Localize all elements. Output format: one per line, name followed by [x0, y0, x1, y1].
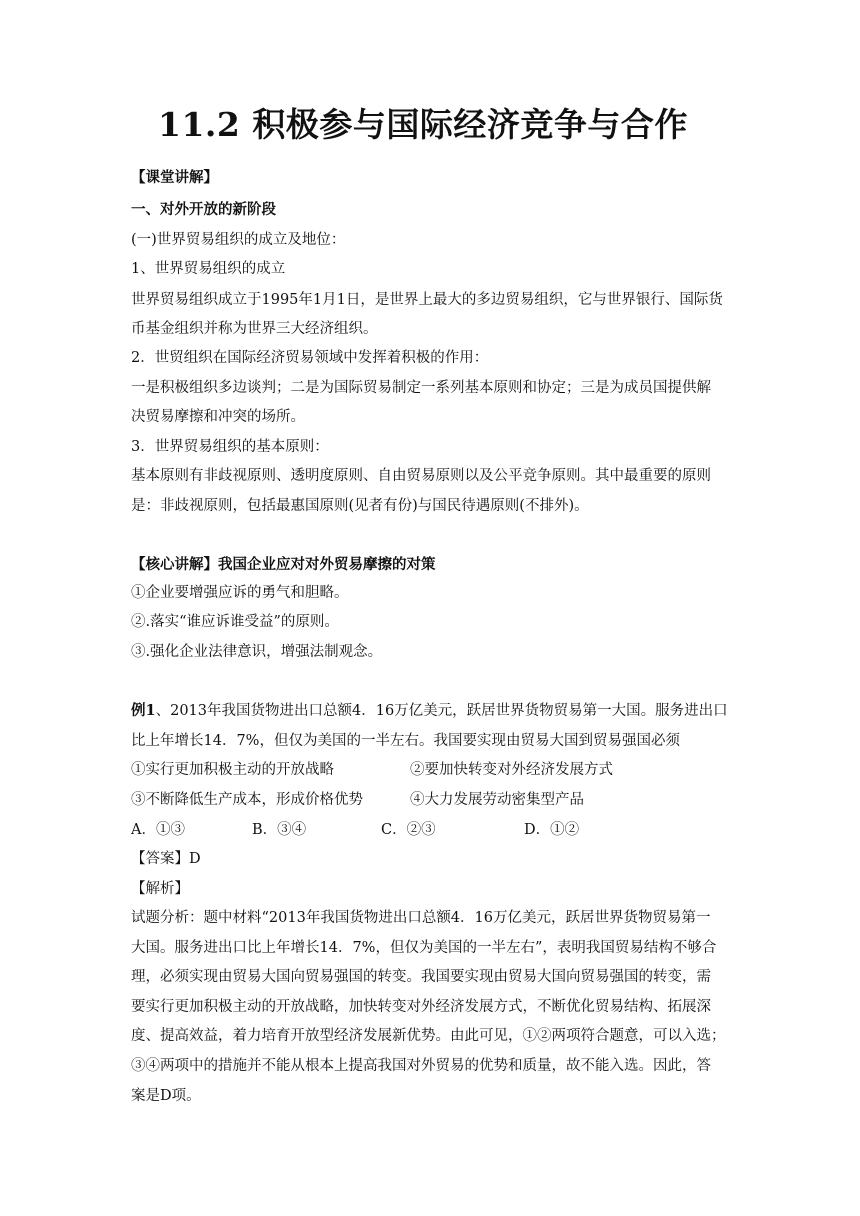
analysis-line: 要实行更加积极主动的开放战略，加快转变对外经济发展方式，不断优化贸易结构、拓展深	[131, 999, 711, 1015]
paragraph-line: 币基金组织并称为世界三大经济组织。	[131, 321, 378, 337]
list-item: ①企业要增强应诉的勇气和胆略。	[131, 585, 349, 601]
subheading-wto-status: (一)世界贸易组织的成立及地位：	[131, 232, 346, 248]
statement-4: ④大力发展劳动密集型产品	[410, 792, 584, 808]
analysis-line: 大国。服务进出口比上年增长14．7%，但仅为美国的一半左右”，表明我国贸易结构不够合	[131, 940, 717, 956]
choice-b: B．③④	[252, 822, 307, 838]
paragraph-line: 一是积极组织多边谈判；二是为国际贸易制定一系列基本原则和协定；三是为成员国提供解	[131, 380, 711, 396]
analysis-line: 度、提高效益，着力培育开放型经济发展新优势。由此可见，①②两项符合题意，可以入选；	[131, 1028, 726, 1044]
statement-1: ①实行更加积极主动的开放战略	[131, 762, 334, 778]
analysis-line: 理，必须实现由贸易大国向贸易强国的转变。我国要实现由贸易大国向贸易强国的转变，需	[131, 969, 711, 985]
analysis-line: ③④两项中的措施并不能从根本上提高我国对外贸易的优势和质量，故不能入选。因此，答	[131, 1058, 711, 1074]
paragraph-line: 世界贸易组织成立于1995年1月1日，是世界上最大的多边贸易组织，它与世界银行、国际货	[131, 292, 723, 308]
choice-c: C．②③	[381, 822, 436, 838]
list-item: ②.落实“谁应诉谁受益”的原则。	[131, 614, 339, 630]
paragraph-line: 是：非歧视原则，包括最惠国原则(见者有份)与国民待遇原则(不排外)。	[131, 498, 589, 514]
statement-3: ③不断降低生产成本，形成价格优势	[131, 792, 363, 808]
page-title: 11.2 积极参与国际经济竞争与合作	[158, 105, 688, 144]
example-question-line: 比上年增长14．7%，但仅为美国的一半左右。我国要实现由贸易大国到贸易强国必须	[131, 733, 680, 749]
section-heading-new-stage: 一、对外开放的新阶段	[131, 201, 276, 218]
list-item: ③.强化企业法律意识，增强法制观念。	[131, 644, 383, 660]
example-question-line	[131, 701, 728, 721]
analysis-line: 案是D项。	[131, 1088, 201, 1104]
choice-a: A．①③	[131, 822, 185, 838]
choice-d: D．①②	[524, 822, 580, 838]
section-heading-core: 【核心讲解】我国企业应对对外贸易摩擦的对策	[131, 556, 436, 573]
paragraph-line: 决贸易摩擦和冲突的场所。	[131, 409, 305, 425]
analysis-line: 试题分析：题中材料“2013年我国货物进出口总额4．16万亿美元，跃居世界货物贸易第一	[131, 910, 711, 926]
analysis-heading: 【解析】	[131, 881, 189, 897]
example-label: 例1	[131, 702, 156, 719]
answer-line: 【答案】D	[131, 851, 201, 867]
subheading-wto-founding: 1、世界贸易组织的成立	[131, 261, 286, 277]
statement-2: ②要加快转变对外经济发展方式	[410, 762, 613, 778]
subheading-wto-principles: 3．世界贸易组织的基本原则：	[131, 439, 329, 455]
example-text: 、2013年我国货物进出口总额4．16万亿美元，跃居世界货物贸易第一大国。服务进出口	[155, 703, 728, 719]
paragraph-line: 基本原则有非歧视原则、透明度原则、自由贸易原则以及公平竞争原则。其中最重要的原则	[131, 468, 711, 484]
subheading-wto-role: 2．世贸组织在国际经济贸易领域中发挥着积极的作用：	[131, 350, 489, 366]
section-heading-lecture: 【课堂讲解】	[131, 169, 218, 186]
